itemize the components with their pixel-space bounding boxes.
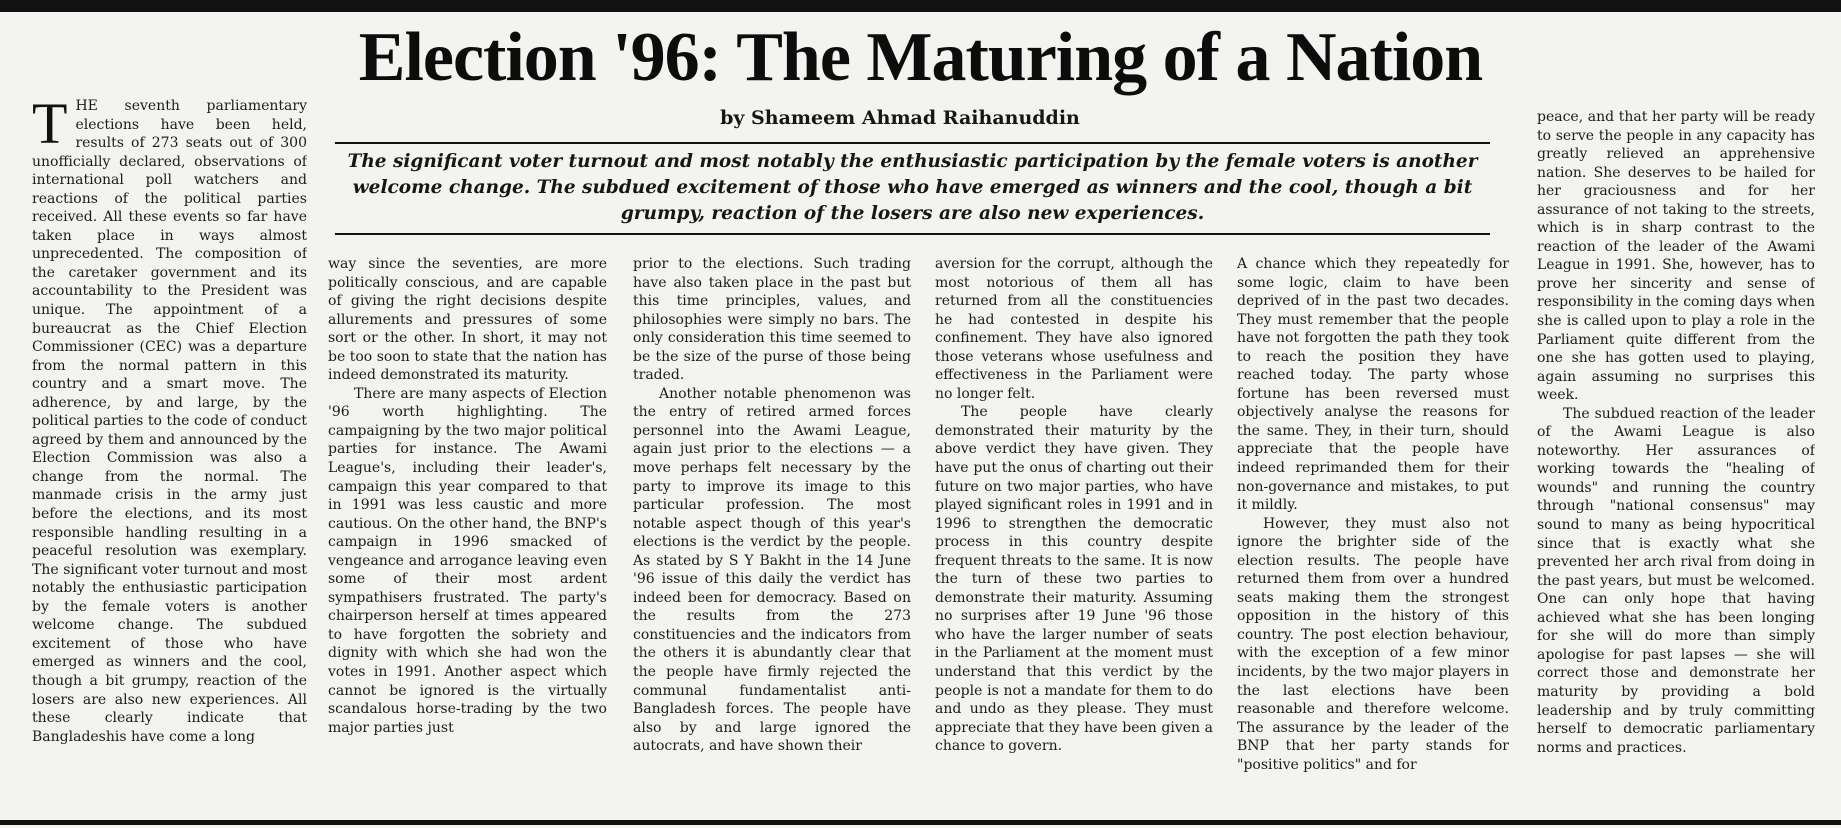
drop-cap: T xyxy=(32,97,68,156)
column-1-text: HE seventh parliamentary elections have been held, results of 273 seats out of 300 unofficially declared, observations of international poll watchers and reactions of the political parties received. All these events so far have taken place in ways almost unprecedented. The composition of the caretaker government and its accountability to the President was unique. The appointment of a bureaucrat as the Chief Election Commissioner (CEC) was a departure from the normal pattern in this country and a smart move. The adherence, by and large, by the political parties to the code of conduct agreed by them and announced by the Election Commission was also a change from the normal. The manmade crisis in the army just before the elections, and its most responsible handling resulting in a peaceful resolution was exemplary. The significant voter turnout and most notably the enthusiastic participation by the female voters is another welcome change. The subdued excitement of those who have emerged as winners and the cool, though a bit grumpy, reaction of the losers are also new experiences. All these clearly indicate that Bangladeshis have come a long xyxy=(32,98,307,745)
column-3-paragraph-1: prior to the elections. Such trading have also taken place in the past but this time principles, values, and philosophies were simply no bars. The only consideration this time seemed to be the size of the purse of those being traded. xyxy=(633,256,911,384)
column-2-paragraph-2: There are many aspects of Election '96 worth highlighting. The campaigning by the two major political parties for instance. The Awami League's, including their leader's, campaign this year compared to that in 1991 was less caustic and more cautious. On the other hand, the BNP's campaign in 1996 smacked of vengeance and arrogance leaving even some of their most ardent sympathisers frustrated. The party's chairperson herself at times appeared to have forgotten the sobriety and dignity with which she had won the votes in 1991. Another aspect which cannot be ignored is the virtually scandalous horse-trading by the two major parties just xyxy=(328,385,607,736)
byline: by Shameem Ahmad Raihanuddin xyxy=(720,107,1080,129)
column-1-paragraph xyxy=(32,97,307,746)
column-5-paragraph-2: However, they must also not ignore the brighter side of the election results. The people have returned them from over a hundred seats making them the strongest opposition in the history of this country. The post election behaviour, with the exception of a few minor incidents, by the two major players in the last elections have been reasonable and therefore welcome. The assurance by the leader of the BNP that her party stands for "positive politics" and for xyxy=(1237,515,1509,773)
column-6-paragraph-2: The subdued reaction of the leader of the Awami League is also noteworthy. Her assurances of working towards the "healing of wounds" and running the country through "national consensus" may sound to many as being hypocritical since that is exactly what she prevented her arch rival from doing in the past years, but must be welcomed. One can only hope that having achieved what she has been longing for she will do more than simply apologise for past lapses — she will correct those and demonstrate her maturity by providing a bold leadership and by truly committing herself to democratic parliamentary norms and practices. xyxy=(1537,405,1815,756)
bottom-rule xyxy=(0,820,1841,825)
column-6-paragraph-1: peace, and that her party will be ready to serve the people in any capacity has greatly relieved an apprehensive nation. She deserves to be hailed for her graciousness and for her assurance of not taking to the streets, which is in sharp contrast to the reaction of the leader of the Awami League in 1991. She, however, has to prove her sincerity and sense of responsibility in the coming days when she is called upon to play a role in the Parliament quite different from the one she has gotten used to playing, again assuming no surprises this week. xyxy=(1537,109,1815,404)
column-4-paragraph-1: aversion for the corrupt, although the most notorious of them all has returned from all the constituencies he had contested in despite his confinement. They have also ignored those veterans whose usefulness and effectiveness in the Parliament were no longer felt. xyxy=(935,256,1213,402)
pullquote: The significant voter turnout and most notably the enthusiastic participation by the female voters is another welcome change. The subdued excitement of those who have emerged as winners and the cool, though a bit grumpy, reaction of the losers are also new experiences. xyxy=(347,151,1478,224)
column-5 xyxy=(1237,255,1509,820)
pullquote-bottom-rule xyxy=(335,233,1490,235)
column-4-paragraph-2: The people have clearly demonstrated their maturity by the above verdict they have given. They have put the onus of charting out their future on two major parties, who have played significant roles in 1991 and in 1996 to strengthen the democratic process in this country despite frequent threats to the same. It is now the turn of these two parties to demonstrate their maturity. Assuming no surprises after 19 June '96 those who have the larger number of seats in the Parliament at the moment must understand that this verdict by the people is not a mandate for them to do and undo as they please. They must appreciate that they have been given a chance to govern. xyxy=(935,404,1213,755)
pullquote-top-rule xyxy=(335,142,1490,144)
headline: Election '96: The Maturing of a Nation xyxy=(358,19,1483,96)
column-4 xyxy=(935,255,1213,820)
column-1 xyxy=(32,97,307,819)
column-3-paragraph-2: Another notable phenomenon was the entry of retired armed forces personnel into the Awami League, again just prior to the elections — a move perhaps felt necessary by the party to improve its image to this particular profession. The most notable aspect though of this year's elections is the verdict by the people. As stated by S Y Bakht in the 14 June '96 issue of this daily the verdict has indeed been for democracy. Based on the results from the 273 constituencies and the indicators from the others it is abundantly clear that the people have firmly rejected the communal fundamentalist anti-Bangladesh forces. The people have also by and large ignored the autocrats, and have shown their xyxy=(633,385,911,755)
top-rule xyxy=(0,0,1841,12)
column-2-paragraph-1: way since the seventies, are more politically conscious, and are capable of giving the right decisions despite allurements and pressures of some sort or the other. In short, it may not be too soon to state that the nation has indeed demonstrated its maturity. xyxy=(328,256,607,384)
column-5-paragraph-1: A chance which they repeatedly for some logic, claim to have been deprived of in the past two decades. They must remember that the people have not forgotten the path they took to reach the position they have reached today. The party whose fortune has been reversed must objectively analyse the reasons for the same. They, in their turn, should appreciate that the people have indeed reprimanded them for their non-governance and mistakes, to put it mildly. xyxy=(1237,256,1509,514)
column-3 xyxy=(633,255,911,820)
column-6 xyxy=(1537,108,1815,819)
column-2 xyxy=(328,255,607,820)
